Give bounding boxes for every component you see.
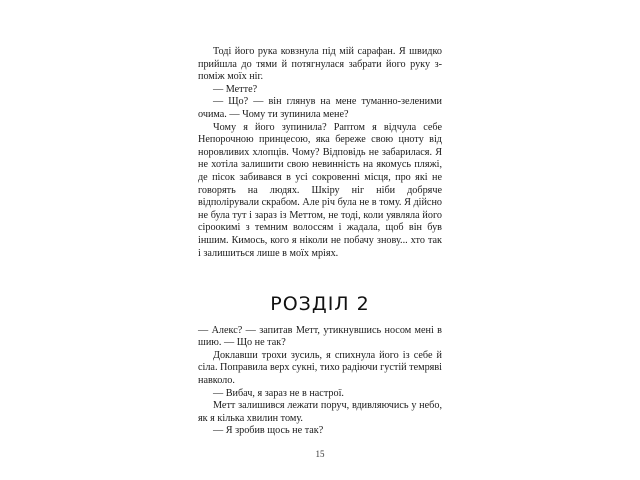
paragraph: Чому я його зупинила? Раптом я відчула себе Непорочною принцесою, яка береже свою цноту від норовливих хлопців. Чому? Відповідь не забарилася. Я не хотіла залишити свою невинність на якомусь пляжі, де пісок забивався в усі сокровенні місця, про які не говорять на людях. Шкіру ніг ніби добряче відполірували скрабом. Але річ була не в тому. Я дійсно не була тут і зараз із Меттом, не тоді, коли уявляла його сіроокимі з темним волоссям і жадала, щоб він був іншим. Кимось, кого я ніколи не побачу знову... хто так і залишиться лише в моїх мріях. (198, 121, 442, 259)
page-number: 15 (315, 449, 325, 459)
chapter-title: РОЗДІЛ 2 (270, 293, 370, 316)
paragraph: — Що? — він глянув на мене туманно-зеленими очима. — Чому ти зупинила мене? (198, 96, 442, 120)
book-page (198, 46, 442, 438)
paragraph: — Алекс? — запитав Метт, утикнувшись носом мені в шию. — Що не так? (198, 324, 442, 349)
paragraph: — Вибач, я зараз не в настрої. (213, 387, 344, 399)
paragraph: Метт залишився лежати поруч, вдивляючись у небо, як я кілька хвилин тому. (198, 400, 442, 424)
paragraph: — Я зробив щось не так? (213, 425, 324, 437)
paragraph: Тоді його рука ковзнула під мій сарафан. Я швидко прийшла до тями й потягнулася забрати його руку з-поміж моїх ніг. (198, 46, 442, 83)
paragraph: Доклавши трохи зусиль, я спихнула його із себе й сіла. Поправила верх сукні, тихо радіючи густій темряві навколо. (198, 349, 442, 387)
paragraph: — Метте? (213, 83, 258, 95)
